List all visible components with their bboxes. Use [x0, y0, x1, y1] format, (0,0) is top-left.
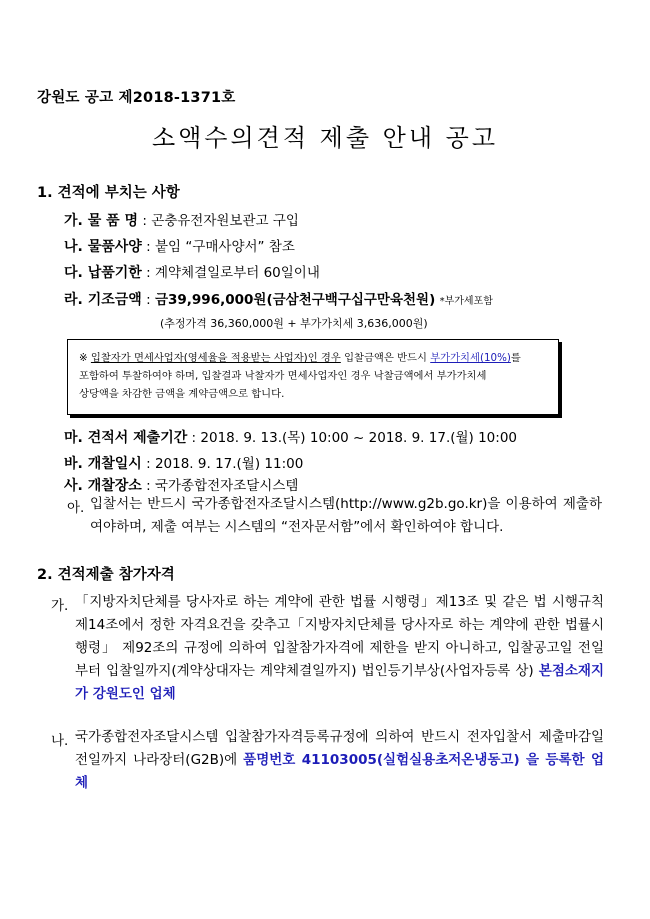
- item-value: 2018. 9. 13.(목) 10:00 ~ 2018. 9. 17.(월) 10:00: [200, 430, 518, 446]
- section-1-heading: 1. 견적에 부치는 사항: [37, 185, 180, 201]
- item-label: 라. 기조금액: [64, 292, 142, 308]
- page-title: 소액수의견적 제출 안내 공고: [151, 124, 499, 152]
- box-line-2: 포함하여 투찰하여야 하며, 입찰결과 낙찰자가 면세사업자인 경우 낙찰금액에서 부가가치세: [79, 370, 487, 382]
- item-opening-place: 사. 개찰장소 : 국가종합전자조달시스템: [64, 478, 299, 494]
- qualification-a-text: 「지방자치단체를 당사자로 하는 계약에 관한 법률 시행령」제13조 및 같은 법 시행규칙 제14조에서 정한 자격요건을 갖추고「지방자치단체를 당사자로 하는 계약에 관한 법률시행령」 제92조의 규정에 의하여 입찰참가자격에 제한을 받지 아니하고, 입찰공고일 전일부터 입찰일까지(계약상대자는 계약체결일까지) 법인등기부상(사업자등록 상) 본점소재지가 강원도인 업체: [75, 594, 604, 702]
- qualification-a-highlight: 본점소재지가 강원도인 업체: [75, 663, 604, 702]
- qualification-b-bullet: 나.: [51, 733, 69, 749]
- qualification-b-text: 국가종합전자조달시스템 입찰참가자격등록규정에 의하여 반드시 전자입찰서 제출마감일 전일까지 나라장터(G2B)에 품명번호 41103005(실험실용초저온냉동고) 을 등록한 업체: [75, 729, 604, 791]
- notice-box: [67, 339, 559, 415]
- item-value: 금39,996,000원(금삼천구백구십구만육천원): [154, 292, 436, 308]
- item-label: 사. 개찰장소: [64, 478, 142, 494]
- notice-number: 강원도 공고 제2018-1371호: [37, 90, 236, 106]
- section-2-heading: 2. 견적제출 참가자격: [37, 567, 175, 583]
- item-value: 곤충유전자원보관고 구입: [151, 213, 299, 229]
- item-label: 다. 납품기한: [64, 265, 142, 281]
- item-product-name: 가. 물 품 명 : 곤충유전자원보관고 구입: [64, 213, 299, 229]
- item-a-bullet: 아.: [67, 500, 85, 516]
- item-label: 나. 물품사양: [64, 239, 142, 255]
- item-delivery-deadline: 다. 납품기한 : 계약체결일로부터 60일이내: [64, 265, 320, 281]
- item-value: 계약체결일로부터 60일이내: [154, 265, 320, 281]
- item-label: 바. 개찰일시: [64, 456, 142, 472]
- item-value: 국가종합전자조달시스템: [154, 478, 299, 494]
- box-line-3: 상당액을 차감한 금액을 계약금액으로 합니다.: [79, 388, 285, 400]
- item-label: 마. 견적서 제출기간: [64, 430, 188, 446]
- box-underlined: 입찰자가 면세사업자(영세율을 적용받는 사업자)인 경우: [90, 352, 341, 364]
- item-base-amount: 라. 기조금액 : 금39,996,000원(금삼천구백구십구만육천원) *부가세포함: [64, 292, 493, 308]
- item-value: 붙임 “구매사양서” 참조: [154, 239, 295, 255]
- item-a-text: 입찰서는 반드시 국가종합전자조달시스템(http://www.g2b.go.kr)을 이용하여 제출하여야하며, 제출 여부는 시스템의 “전자문서함”에서 확인하여야 합니다.: [90, 496, 602, 535]
- estimate-detail: (추정가격 36,360,000원 + 부가가치세 3,636,000원): [160, 317, 428, 330]
- item-submission-period: 마. 견적서 제출기간 : 2018. 9. 13.(목) 10:00 ~ 2018. 9. 17.(월) 10:00: [64, 430, 518, 446]
- qualification-a-bullet: 가.: [51, 598, 69, 614]
- box-highlight: 부가가치세(10%): [430, 352, 511, 364]
- item-value: 2018. 9. 17.(월) 11:00: [154, 456, 304, 472]
- item-label: 가. 물 품 명: [64, 213, 139, 229]
- qualification-b-highlight: 품명번호 41103005(실험실용초저온냉동고) 을 등록한 업체: [75, 752, 604, 791]
- box-line-1: ※ 입찰자가 면세사업자(영세율을 적용받는 사업자)인 경우 입찰금액은 반드시 부가가치세(10%)를: [79, 352, 521, 364]
- item-opening-date: 바. 개찰일시 : 2018. 9. 17.(월) 11:00: [64, 456, 304, 472]
- item-product-spec: 나. 물품사양 : 붙임 “구매사양서” 참조: [64, 239, 295, 255]
- vat-note: *부가세포함: [439, 296, 493, 307]
